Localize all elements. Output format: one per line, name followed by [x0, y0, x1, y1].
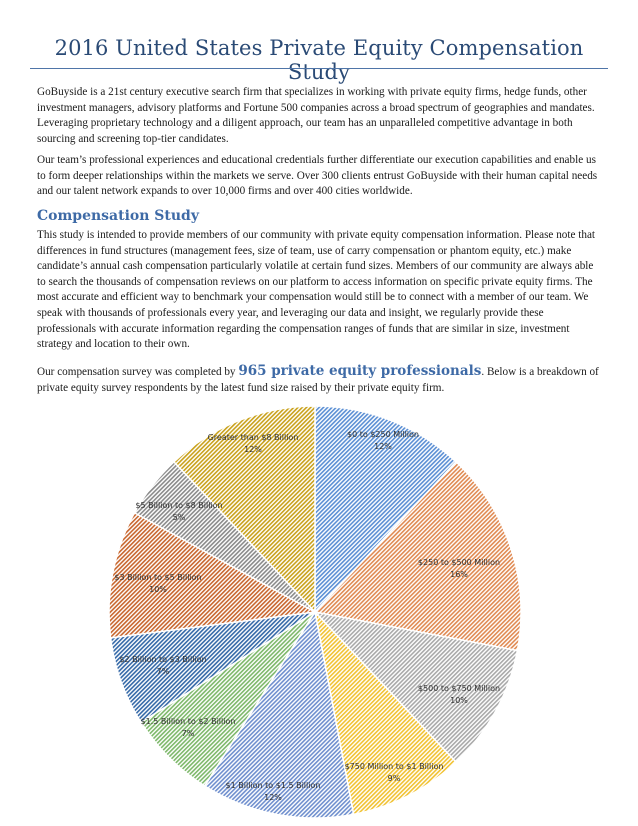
slice-value-2: 16% — [450, 570, 468, 579]
slice-label-10: Greater than $8 Billion — [207, 433, 299, 442]
slice-label-7: $2 Billion to $3 Billion — [119, 655, 207, 664]
slice-value-8: 10% — [149, 585, 167, 594]
slice-value-4: 9% — [387, 774, 401, 783]
slice-value-9: 5% — [172, 513, 186, 522]
survey-text-before: Our compensation survey was completed by — [37, 366, 239, 378]
intro-paragraph-1: GoBuyside is a 21st century executive search firm that specializes in working with private equity firms, hedge funds, other investment managers, advisory platforms and Fortune 500 companies across a broad spectrum of geographies and mandates. Leveraging proprietary technology and a diligent approach, our team has an unparalleled competitive advantage in both sourcing and screening top-tier candidates. — [37, 86, 595, 145]
slice-label-1: $0 to $250 Million — [347, 430, 419, 439]
study-paragraph: This study is intended to provide members of our community with private equity compensation information. Please note that differences in fund structures (management fees, size of team, use of carry compensation or phantom equity, etc.) make candidate’s annual cash compensation particularly volatile at certain fund sizes. Members of our community are always able to search the thousands of compensation reviews on our platform to access information on specific private equity firms. The most accurate and efficient way to benchmark your compensation would still be to connect with a member of our team. We speak with thousands of professionals every year, and leveraging our data and insight, we regularly provide these professionals with accurate information regarding the compensation ranges of funds that are similar in size, investment strategy and location to their own. — [37, 229, 596, 351]
slice-value-10: 12% — [244, 445, 262, 454]
respondent-count-highlight: 965 private equity professionals — [238, 363, 482, 379]
survey-text-after: . Below is a breakdown of private equity survey respondents by the latest fund size raised by their private equity firm. — [37, 366, 599, 394]
slice-value-7: 7% — [156, 667, 170, 676]
slice-label-8: $3 Billion to $5 Billion — [114, 573, 202, 582]
slice-value-6: 7% — [181, 729, 195, 738]
slice-label-3: $500 to $750 Million — [417, 684, 501, 693]
slice-label-9: $5 Billion to $8 Billion — [135, 501, 223, 510]
slice-label-2: $250 to $500 Million — [417, 558, 501, 567]
slice-value-3: 10% — [450, 696, 468, 705]
section-heading: Compensation Study — [37, 208, 199, 224]
slice-label-5: $1 Billion to $1.5 Billion — [225, 781, 321, 790]
intro-paragraph-2: Our team’s professional experiences and educational credentials further differentiate our execution capabilities and enable us to form deeper relationships within the markets we serve. Over 300 clients entrust GoBuyside with their human capital needs and our talent network expands to over 10,000 firms and over 400 cities worldwide. — [37, 154, 598, 198]
slice-value-1: 12% — [374, 442, 392, 451]
slice-label-6: $1.5 Billion to $2 Billion — [140, 717, 236, 726]
slice-value-5: 12% — [264, 793, 282, 802]
slice-label-4: $750 Million to $1 Billion — [344, 762, 444, 771]
page-title: 2016 United States Private Equity Compensation Study — [54, 36, 584, 84]
